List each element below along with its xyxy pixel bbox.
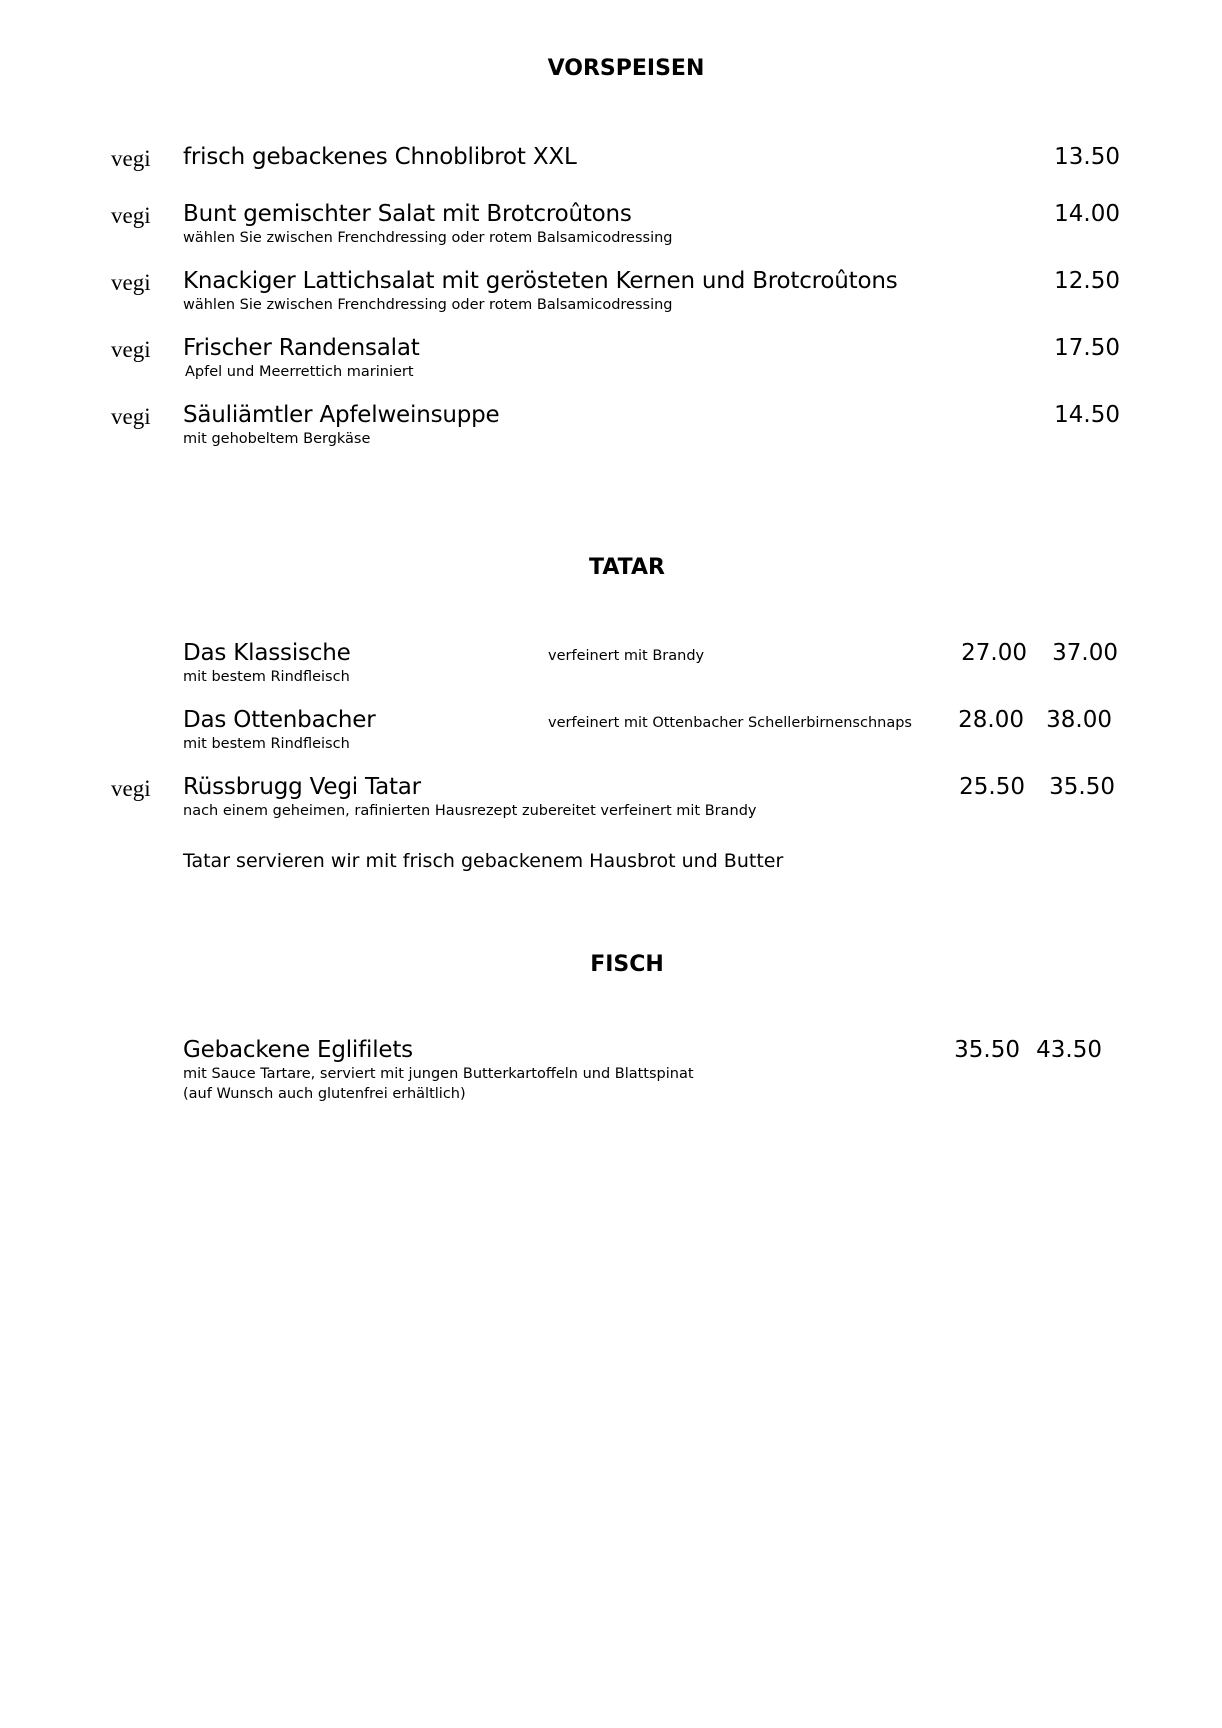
price-small: 27.00 (961, 640, 1027, 666)
section-heading-fisch: FISCH (590, 952, 664, 977)
item-title: Säuliämtler Apfelweinsuppe (183, 402, 500, 428)
item-description-secondary: (auf Wunsch auch glutenfrei erhältlich) (183, 1086, 466, 1102)
item-price: 12.50 (1054, 268, 1120, 294)
item-price: 17.50 (1054, 335, 1120, 361)
item-price: 14.00 (1054, 201, 1120, 227)
price-large: 43.50 (1036, 1037, 1102, 1063)
section-heading-vorspeisen: VORSPEISEN (547, 56, 705, 81)
vegi-tag: vegi (111, 203, 151, 228)
item-title: Knackiger Lattichsalat mit gerösteten Kernen und Brotcroûtons (183, 268, 898, 294)
tatar-footer-note: Tatar servieren wir mit frisch gebackenem Hausbrot und Butter (183, 850, 784, 872)
vegi-tag: vegi (111, 146, 151, 171)
item-description: mit bestem Rindfleisch (183, 736, 350, 752)
item-title: frisch gebackenes Chnoblibrot XXL (183, 144, 577, 170)
vegi-tag: vegi (111, 404, 151, 429)
price-large: 35.50 (1049, 774, 1115, 800)
item-title: Frischer Randensalat (183, 335, 420, 361)
item-title: Das Ottenbacher (183, 707, 376, 733)
item-note: verfeinert mit Ottenbacher Schellerbirnenschnaps (548, 715, 912, 731)
item-title: Gebackene Eglifilets (183, 1037, 413, 1063)
item-description: wählen Sie zwischen Frenchdressing oder rotem Balsamicodressing (183, 297, 673, 313)
item-title: Das Klassische (183, 640, 351, 666)
item-description: mit gehobeltem Bergkäse (183, 431, 371, 447)
item-description: mit Sauce Tartare, serviert mit jungen Butterkartoffeln und Blattspinat (183, 1066, 694, 1082)
section-heading-tatar: TATAR (589, 555, 665, 580)
price-small: 28.00 (958, 707, 1024, 733)
item-description: Apfel und Meerrettich mariniert (185, 364, 414, 380)
price-large: 37.00 (1052, 640, 1118, 666)
item-title: Rüssbrugg Vegi Tatar (183, 774, 421, 800)
vegi-tag: vegi (111, 337, 151, 362)
price-small: 25.50 (959, 774, 1025, 800)
item-price: 14.50 (1054, 402, 1120, 428)
vegi-tag: vegi (111, 776, 151, 801)
item-price: 13.50 (1054, 144, 1120, 170)
price-large: 38.00 (1046, 707, 1112, 733)
vegi-tag: vegi (111, 270, 151, 295)
item-note: verfeinert mit Brandy (548, 648, 705, 664)
price-small: 35.50 (954, 1037, 1020, 1063)
item-description: nach einem geheimen, rafinierten Hausrezept zubereitet verfeinert mit Brandy (183, 803, 757, 819)
item-description: wählen Sie zwischen Frenchdressing oder rotem Balsamicodressing (183, 230, 673, 246)
item-description: mit bestem Rindfleisch (183, 669, 350, 685)
item-title: Bunt gemischter Salat mit Brotcroûtons (183, 201, 632, 227)
